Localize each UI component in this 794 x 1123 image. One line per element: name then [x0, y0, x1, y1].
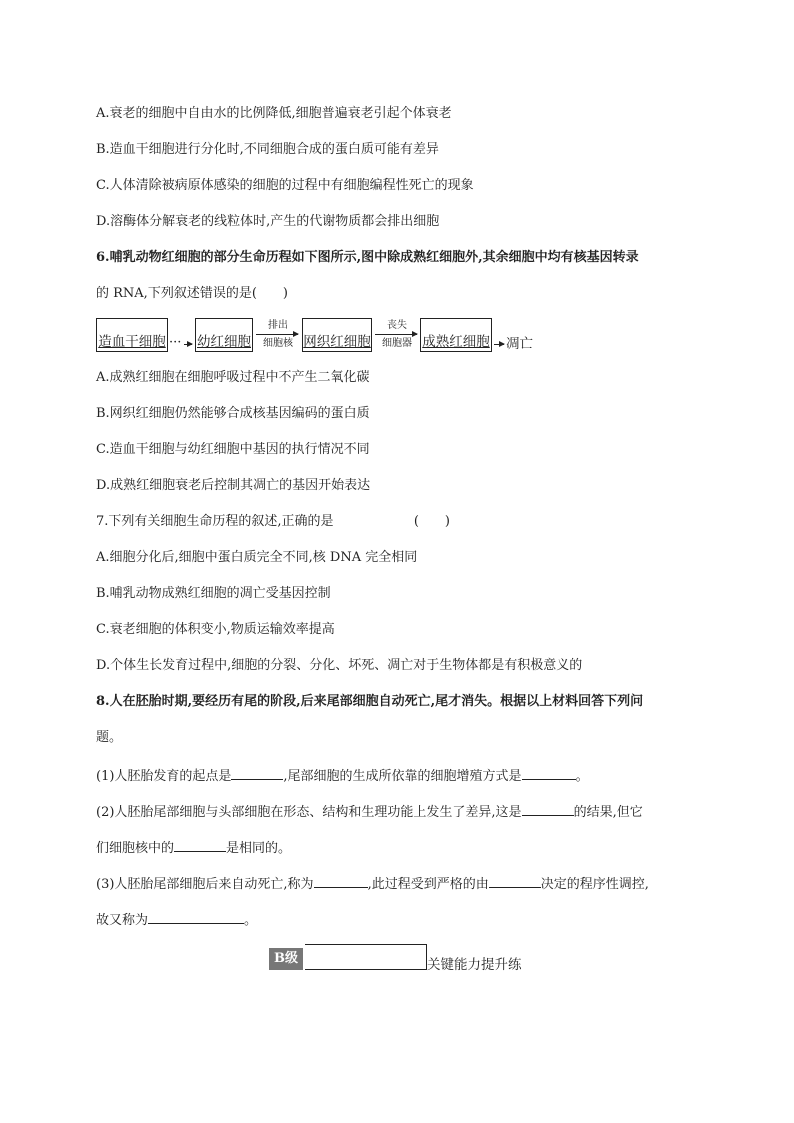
arrow-expel-nucleus — [256, 334, 298, 335]
q7-stem-text: 7.下列有关细胞生命历程的叙述,正确的是 — [96, 514, 334, 529]
q6-option-b: B.网织红细胞仍然能够合成核基因编码的蛋白质 — [96, 406, 370, 421]
cell-lifecycle-diagram — [96, 318, 556, 354]
q8-part3-line1 — [96, 873, 649, 894]
q7-option-c: C.衰老细胞的体积变小,物质运输效率提高 — [96, 622, 335, 637]
section-banner-frame — [305, 944, 427, 970]
section-banner — [269, 944, 549, 974]
box-reticulocyte — [302, 318, 372, 352]
q8-stem-line2: 题。 — [96, 730, 123, 745]
box-young-erythrocyte-label: 幼红细胞 — [197, 334, 251, 350]
arrow-to-young-erythrocyte — [184, 344, 192, 345]
arrow1-top-label: 排出 — [268, 320, 288, 331]
q8-blank-6[interactable] — [489, 873, 541, 888]
box-mature-erythrocyte — [420, 318, 492, 352]
q8-part3-line2 — [96, 909, 257, 930]
q8-part2-text-d: 是相同的。 — [226, 841, 292, 856]
q8-part2-text-b: 的结果,但它 — [573, 805, 643, 820]
q7-option-d: D.个体生长发育过程中,细胞的分裂、分化、坏死、凋亡对于生物体都是有积极意义的 — [96, 658, 583, 673]
q8-stem-line1: 8.人在胚胎时期,要经历有尾的阶段,后来尾部细胞自动死亡,尾才消失。根据以上材料回答下列问 — [96, 694, 644, 709]
box-reticulocyte-label: 网织红细胞 — [303, 334, 371, 350]
arrow1-bottom-label: 细胞核 — [263, 338, 293, 349]
q8-part2-line2 — [96, 837, 291, 858]
q8-blank-4[interactable] — [174, 837, 226, 852]
q8-part1-text-b: ,尾部细胞的生成所依靠的细胞增殖方式是 — [283, 769, 522, 784]
ellipsis-dots: ··· — [169, 335, 182, 350]
q5-option-b: B.造血干细胞进行分化时,不同细胞合成的蛋白质可能有差异 — [96, 142, 439, 157]
q7-answer-paren: ( ) — [413, 514, 450, 529]
q6-stem-line2: 的 RNA,下列叙述错误的是( ) — [96, 286, 288, 301]
q8-blank-7[interactable] — [148, 909, 244, 924]
section-title: 关键能力提升练 — [427, 957, 522, 973]
q8-blank-3[interactable] — [522, 801, 574, 816]
q8-part1 — [96, 765, 589, 786]
q8-part2-text-c: 们细胞核中的 — [96, 841, 175, 856]
q8-part2-line1 — [96, 801, 643, 822]
q5-option-d: D.溶酶体分解衰老的线粒体时,产生的代谢物质都会排出细胞 — [96, 214, 440, 229]
q8-blank-5[interactable] — [314, 873, 368, 888]
q8-part3-text-c: 决定的程序性调控, — [540, 877, 649, 892]
q7-option-b: B.哺乳动物成熟红细胞的凋亡受基因控制 — [96, 586, 331, 601]
q8-blank-2[interactable] — [522, 765, 576, 780]
q8-part1-text-a: (1)人胚胎发育的起点是 — [96, 769, 232, 784]
box-hematopoietic-stem-cell — [96, 318, 168, 352]
q7-stem — [96, 513, 450, 531]
q5-option-c: C.人体清除被病原体感染的细胞的过程中有细胞编程性死亡的现象 — [96, 178, 474, 193]
arrow2-bottom-label: 细胞器 — [382, 338, 412, 349]
q8-blank-1[interactable] — [231, 765, 283, 780]
q8-part3-text-e: 。 — [244, 913, 258, 928]
q6-option-d: D.成熟红细胞衰老后控制其凋亡的基因开始表达 — [96, 478, 371, 493]
section-level-badge: B级 — [269, 948, 303, 970]
arrow-lose-organelles — [375, 334, 417, 335]
q6-option-c: C.造血干细胞与幼红细胞中基因的执行情况不同 — [96, 442, 370, 457]
arrow2-top-label: 丧失 — [387, 320, 407, 331]
box-young-erythrocyte — [195, 318, 253, 352]
q8-part3-text-a: (3)人胚胎尾部细胞后来自动死亡,称为 — [96, 877, 314, 892]
q5-option-a: A.衰老的细胞中自由水的比例降低,细胞普遍衰老引起个体衰老 — [96, 106, 452, 121]
apoptosis-label: 凋亡 — [506, 336, 533, 352]
q6-option-a: A.成熟红细胞在细胞呼吸过程中不产生二氧化碳 — [96, 370, 370, 385]
q8-part2-text-a: (2)人胚胎尾部细胞与头部细胞在形态、结构和生理功能上发生了差异,这是 — [96, 805, 522, 820]
q8-part1-text-c: 。 — [575, 769, 589, 784]
box-hematopoietic-stem-cell-label: 造血干细胞 — [98, 334, 166, 350]
q7-option-a: A.细胞分化后,细胞中蛋白质完全不同,核 DNA 完全相同 — [96, 550, 418, 565]
box-mature-erythrocyte-label: 成熟红细胞 — [422, 334, 490, 350]
q8-part3-text-b: ,此过程受到严格的由 — [367, 877, 489, 892]
q6-stem-line1: 6.哺乳动物红细胞的部分生命历程如下图所示,图中除成熟红细胞外,其余细胞中均有核基因转录 — [96, 250, 639, 265]
arrow-to-apoptosis — [494, 344, 504, 345]
q8-part3-text-d: 故又称为 — [96, 913, 149, 928]
